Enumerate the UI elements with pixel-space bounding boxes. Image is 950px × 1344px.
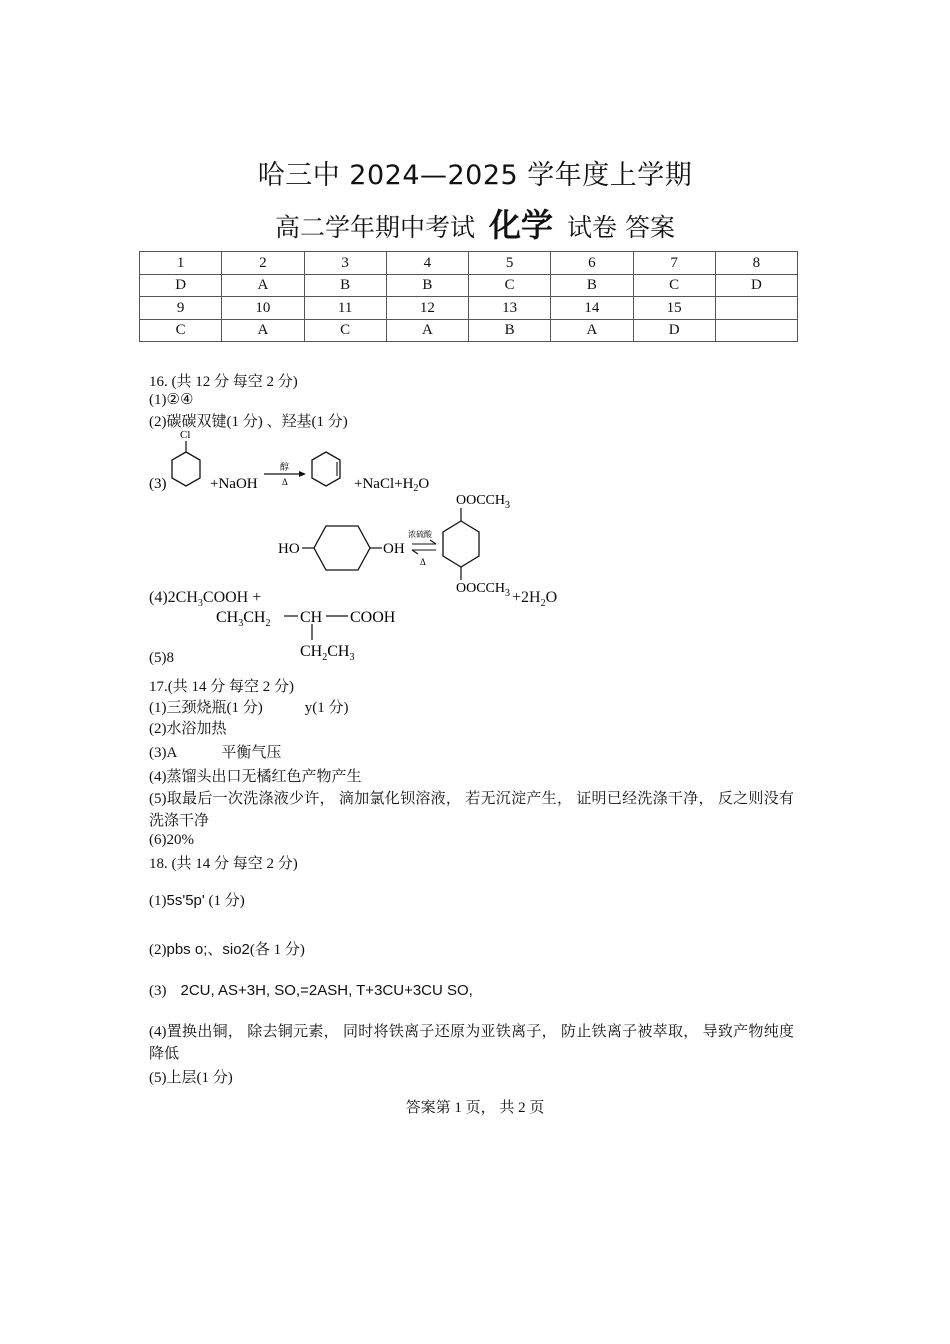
question-number-cell: 3: [304, 252, 386, 275]
question-number-cell: 11: [304, 297, 386, 320]
cyclohexanediol-ring: [314, 526, 370, 570]
title-exam-name: 高二学年期中考试: [275, 213, 476, 242]
q18-part1: (1)5s'5p' (1 分): [149, 892, 245, 909]
answer-cell: A: [551, 320, 633, 342]
carboxyl-group: COOH: [350, 609, 396, 626]
answer-cell: A: [222, 320, 304, 342]
q18-part4: (4)置换出铜， 除去铜元素， 同时将铁离子还原为亚铁离子， 防止铁离子被萃取， 导致产物纯度降低: [149, 1024, 794, 1062]
answer-cell: D: [633, 320, 715, 342]
answer-cell: C: [140, 320, 222, 342]
answer-row: [140, 275, 798, 297]
ethyl-chain-left: $CH_3CH_2$: [216, 609, 271, 629]
question-number-cell: 1: [140, 252, 222, 275]
question-number-cell: 7: [633, 252, 715, 275]
question-number-cell: 4: [386, 252, 468, 275]
question-number-cell: 6: [551, 252, 633, 275]
cyclohexane-ring: [172, 452, 200, 486]
q16-part4-water: $+2H_2O$: [512, 589, 558, 610]
answer-cell: A: [386, 320, 468, 342]
cyclohexene-ring: [312, 452, 340, 486]
answer-row: [140, 320, 798, 342]
q16-part3-products: $+NaCl+H_2O$: [354, 476, 430, 494]
page-footer: 答案第 1 页， 共 2 页: [405, 1100, 545, 1116]
q17-heading: 17.(共 14 分 每空 2 分): [149, 679, 294, 695]
diol-oh: OH: [383, 541, 405, 557]
question-number-cell: 13: [469, 297, 551, 320]
exam-title-line1: 哈三中 2024—2025 学年度上学期: [257, 160, 693, 191]
answer-cell: B: [551, 275, 633, 297]
q17-part5: (5)取最后一次洗涤液少许， 滴加氯化钡溶液， 若无沉淀产生， 证明已经洗涤干净， 反之则没有洗涤干净: [149, 791, 794, 829]
question-number-cell: 5: [469, 252, 551, 275]
answer-cell: [715, 320, 797, 342]
ethyl-branch: $CH_2CH_3$: [300, 643, 355, 663]
q16-part1: (1)②④: [149, 392, 194, 408]
question-number-row: [140, 252, 798, 275]
chloro-label: Cl: [180, 429, 191, 441]
arrow-condition-bottom: Δ: [282, 477, 288, 487]
answer-cell: C: [469, 275, 551, 297]
arrow-condition-top: 醇: [280, 462, 290, 472]
title-subject: 化学: [489, 206, 554, 244]
q18-part3: (3) 2CU, AS+3H, SO,=2ASH, T+3CU+3CU SO,: [149, 982, 473, 999]
answer-cell: D: [715, 275, 797, 297]
q17-part4: (4)蒸馏头出口无橘红色产物产生: [149, 769, 362, 785]
acid-catalyst-label: 浓硫酸: [408, 530, 432, 539]
q17-part2: (2)水浴加热: [149, 721, 227, 737]
ester-group-bottom: $OOCCH_3$: [456, 581, 511, 599]
answer-cell: B: [469, 320, 551, 342]
answer-cell: B: [304, 275, 386, 297]
q18-part2: (2)pbs o;、sio2(各 1 分): [149, 941, 305, 958]
question-number-cell: 8: [715, 252, 797, 275]
diol-ho: HO: [278, 541, 300, 557]
question-number-row: [140, 297, 798, 320]
naoh-label: +NaOH: [210, 476, 258, 492]
title-answer-label: 试卷 答案: [567, 213, 675, 242]
q18-part5: (5)上层(1 分): [149, 1070, 233, 1086]
q16-part5: (5)8: [149, 650, 174, 666]
q16-part4-esterification: [270, 488, 530, 606]
question-number-cell: 14: [551, 297, 633, 320]
question-number-cell: 10: [222, 297, 304, 320]
diester-ring: [443, 521, 479, 567]
q16-heading: 16. (共 12 分 每空 2 分): [149, 374, 298, 390]
ester-group-top: $OOCCH_3$: [456, 493, 511, 511]
q16-part5-structure: [212, 602, 412, 666]
heat-label: Δ: [420, 557, 426, 567]
q17-part6: (6)20%: [149, 832, 194, 848]
methine-carbon: CH: [300, 609, 323, 626]
question-number-cell: [715, 297, 797, 320]
q16-part2: (2)碳碳双键(1 分) 、羟基(1 分): [149, 414, 348, 430]
answer-key-table: [139, 251, 798, 342]
q17-part1: (1)三颈烧瓶(1 分) y(1 分): [149, 700, 349, 716]
question-number-cell: 15: [633, 297, 715, 320]
question-number-cell: 12: [386, 297, 468, 320]
answer-cell: C: [633, 275, 715, 297]
q16-part3-label: (3): [149, 476, 167, 492]
question-number-cell: 2: [222, 252, 304, 275]
answer-cell: C: [304, 320, 386, 342]
q18-heading: 18. (共 14 分 每空 2 分): [149, 856, 298, 872]
answer-cell: A: [222, 275, 304, 297]
answer-cell: B: [386, 275, 468, 297]
answer-cell: D: [140, 275, 222, 297]
q16-part4-equation: $(4)2CH_3COOH$ +: [149, 589, 262, 610]
question-number-cell: 9: [140, 297, 222, 320]
q17-part3: (3)A 平衡气压: [149, 745, 282, 761]
exam-title-line2: [0, 200, 950, 246]
